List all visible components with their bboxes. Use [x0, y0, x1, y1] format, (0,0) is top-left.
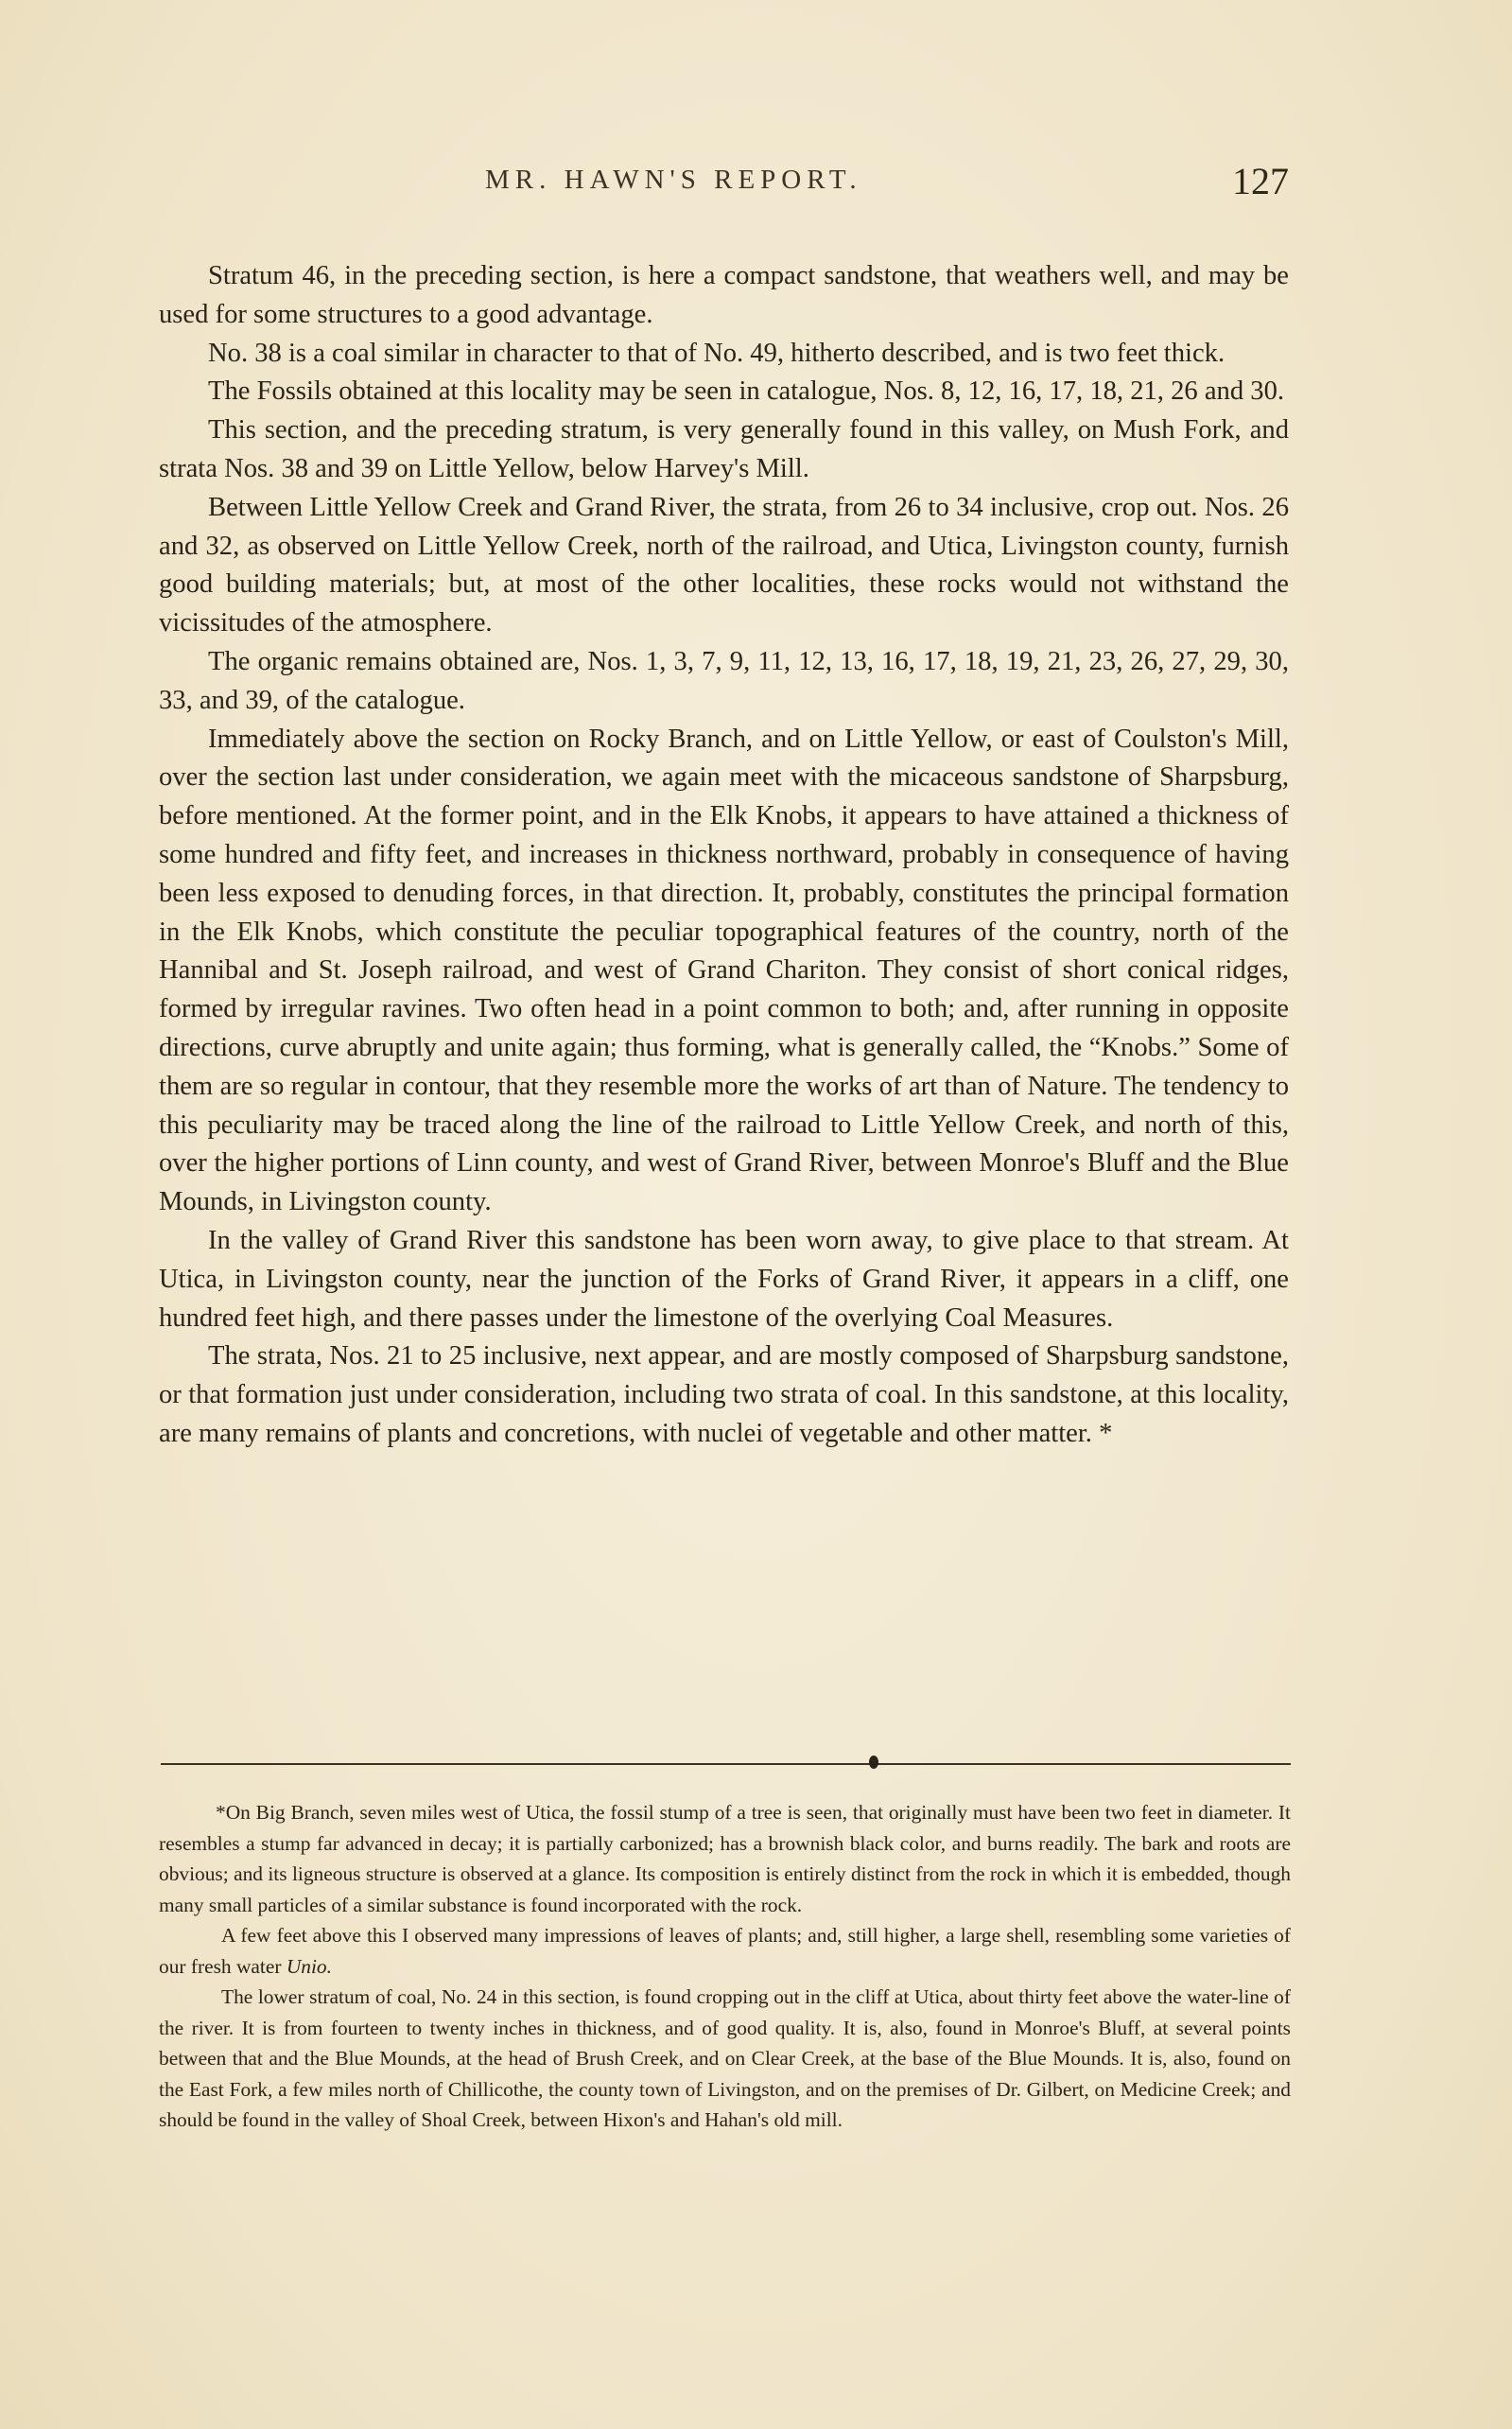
paragraph: Between Little Yellow Creek and Grand River, the strata, from 26 to 34 inclusive, crop out. Nos. 26 and 32, as observed on Little Yellow Creek, north of the railroad, and Utica, Livingston county, furnish good building materials; but, at most of the other localities, these rocks would not withstand the vicissitudes of the atmosphere. [159, 492, 1289, 638]
paragraph: No. 38 is a coal similar in character to that of No. 49, hitherto described, and is two feet thick. [208, 338, 1225, 368]
footnote-divider [161, 1763, 1291, 1765]
footnote-paragraph: *On Big Branch, seven miles west of Utica, the fossil stump of a tree is seen, that originally must have been two feet in diameter. It resembles a stump far advanced in decay; it is partially carbonized; has a brownish black color, and burns readily. The bark and roots are obvious; and its ligneous structure is observed at a glance. Its composition is entirely distinct from the rock in which it is embedded, though many small particles of a similar substance is found incorporated with the rock. [159, 1801, 1291, 1916]
paragraph: The strata, Nos. 21 to 25 inclusive, next appear, and are mostly composed of Sharpsburg sandstone, or that formation just under consideration, including two strata of coal. In this sandstone, at this locality, are many remains of plants and concretions, with nuclei of vegetable and other matter. * [159, 1341, 1289, 1448]
main-text [159, 257, 1289, 1454]
paragraph: Immediately above the section on Rocky Branch, and on Little Yellow, or east of Coulston's Mill, over the section last under consideration, we again meet with the micaceous sandstone of Sharpsburg, before mentioned. At the former point, and in the Elk Knobs, it appears to have attained a thickness of some hundred and fifty feet, and increases in thickness northward, probably in consequence of having been less exposed to denuding forces, in that direction. It, probably, constitutes the principal formation in the Elk Knobs, which constitute the peculiar topographical features of the country, north of the Hannibal and St. Joseph railroad, and west of Grand Chariton. They consist of short conical ridges, formed by irregular ravines. Two often head in a point common to both; and, after running in opposite directions, curve abruptly and unite again; thus forming, what is generally called, the “Knobs.” Some of them are so regular in contour, that they resemble more the works of art than of Nature. The tendency to this peculiarity may be traced along the line of the railroad to Little Yellow Creek, and north of this, over the higher portions of Linn county, and west of Grand River, between Monroe's Bluff and the Blue Mounds, in Livingston county. [159, 724, 1289, 1217]
footnote-text: A few feet above this I observed many impressions of leaves of plants; and, still higher, a large shell, resembling some varieties of our fresh water [159, 1924, 1291, 1978]
running-head: MR. HAWN'S REPORT. [485, 165, 862, 195]
footnote-italic-text: Unio. [286, 1954, 332, 1978]
footnote-paragraph [159, 1920, 1291, 1982]
footnotes [159, 1797, 1291, 2136]
paragraph: This section, and the preceding stratum, is very generally found in this valley, on Mush Fork, and strata Nos. 38 and 39 on Little Yellow, below Harvey's Mill. [159, 415, 1289, 483]
paragraph: Stratum 46, in the preceding section, is here a compact sandstone, that weathers well, and may be used for some structures to a good advantage. [159, 261, 1289, 329]
footnote-paragraph: The lower stratum of coal, No. 24 in this section, is found cropping out in the cliff at Utica, about thirty feet above the water-line of the river. It is from fourteen to twenty inches in thickness, and of good quality. It is, also, found in Monroe's Bluff, at several points between that and the Blue Mounds, at the head of Brush Creek, and on Clear Creek, at the base of the Blue Mounds. It is, also, found on the East Fork, a few miles north of Chillicothe, the county town of Livingston, and on the premises of Dr. Gilbert, on Medicine Creek; and should be found in the valley of Shoal Creek, between Hixon's and Hahan's old mill. [159, 1985, 1291, 2131]
paragraph: The Fossils obtained at this locality may be seen in catalogue, Nos. 8, 12, 16, 17, 18, 21, 26 and 30. [208, 376, 1285, 407]
divider-ornament [869, 1756, 878, 1769]
paragraph: In the valley of Grand River this sandstone has been worn away, to give place to that stream. At Utica, in Livingston county, near the junction of the Forks of Grand River, it appears in a cliff, one hundred feet high, and there passes under the limestone of the overlying Coal Measures. [159, 1225, 1289, 1333]
page-number: 127 [1232, 160, 1289, 202]
paragraph: The organic remains obtained are, Nos. 1, 3, 7, 9, 11, 12, 13, 16, 17, 18, 19, 21, 23, 26, 27, 29, 30, 33, and 39, of the catalogue. [159, 646, 1289, 715]
page-header [159, 159, 1289, 206]
